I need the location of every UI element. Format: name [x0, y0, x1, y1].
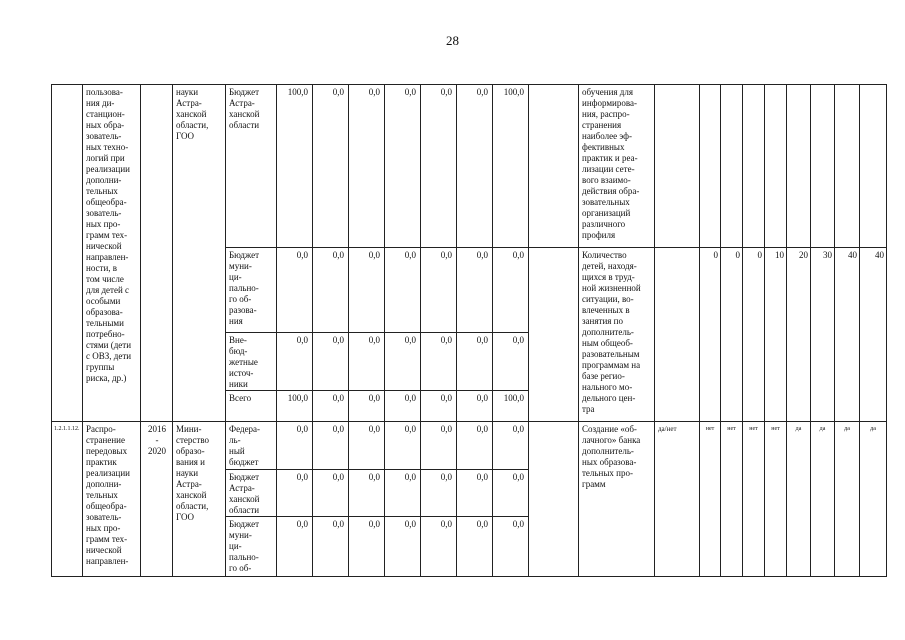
- funding-source: Всего: [226, 391, 277, 422]
- activity-code: 1.2.1.1.12.: [52, 422, 83, 577]
- funding-value: 0,0: [349, 333, 385, 391]
- indicator-value: [835, 85, 860, 248]
- indicator-value: [743, 85, 765, 248]
- funding-value: 0,0: [421, 391, 457, 422]
- funding-source: Бюджет Астра- ханской области: [226, 470, 277, 517]
- program-table: [51, 84, 887, 577]
- indicator-value: 0: [743, 248, 765, 422]
- funding-value: 0,0: [277, 333, 313, 391]
- indicator-value: да: [811, 422, 835, 577]
- funding-source: Бюджет Астра- ханской области: [226, 85, 277, 248]
- indicator-name: Количество детей, находя- щихся в труд- ной жизненной ситуации, во- влеченных в занятия по дополнитель- ным общеоб- разовательным программам на базе регио- нального мо- дельного цен- тра: [579, 248, 655, 422]
- funding-value: 0,0: [313, 470, 349, 517]
- blank-cell: [529, 248, 579, 422]
- funding-value: 0,0: [421, 85, 457, 248]
- indicator-value: [700, 85, 721, 248]
- funding-value: 0,0: [385, 333, 421, 391]
- indicator-value: 10: [765, 248, 787, 422]
- unit-cell: [655, 248, 700, 422]
- funding-value: 0,0: [313, 391, 349, 422]
- blank-cell: [529, 85, 579, 248]
- funding-source: Бюджет муни- ци- пально- го об- разова- ния: [226, 248, 277, 333]
- funding-value: 0,0: [457, 391, 493, 422]
- indicator-name: обучения для информирова- ния, распро- странения наиболее эф- фективных практик и реа- лизации сете- вого взаимо- действия обра- зовательных организаций различного профиля: [579, 85, 655, 248]
- funding-value: 0,0: [493, 333, 529, 391]
- funding-value: 100,0: [277, 391, 313, 422]
- indicator-value: 0: [700, 248, 721, 422]
- funding-value: 0,0: [457, 85, 493, 248]
- unit-cell: [655, 85, 700, 248]
- funding-value: 0,0: [349, 470, 385, 517]
- funding-value: 0,0: [457, 333, 493, 391]
- funding-value: 0,0: [385, 248, 421, 333]
- funding-value: 0,0: [313, 422, 349, 470]
- funding-value: 0,0: [421, 248, 457, 333]
- funding-value: 0,0: [493, 248, 529, 333]
- funding-value: 0,0: [457, 248, 493, 333]
- funding-value: 100,0: [493, 85, 529, 248]
- indicator-value: 20: [787, 248, 811, 422]
- table-row: [52, 85, 887, 248]
- funding-value: 0,0: [277, 248, 313, 333]
- indicator-value: нет: [765, 422, 787, 577]
- funding-value: 0,0: [493, 422, 529, 470]
- funding-value: 0,0: [421, 422, 457, 470]
- indicator-value: [811, 85, 835, 248]
- funding-value: 0,0: [421, 333, 457, 391]
- funding-value: 0,0: [349, 85, 385, 248]
- indicator-value: да: [835, 422, 860, 577]
- indicator-value: нет: [721, 422, 743, 577]
- executor-cell: науки Астра- ханской области, ГОО: [173, 85, 226, 422]
- funding-value: 0,0: [385, 85, 421, 248]
- indicator-value: 0: [721, 248, 743, 422]
- funding-source: Вне- бюд- жетные источ- ники: [226, 333, 277, 391]
- funding-value: 0,0: [277, 422, 313, 470]
- funding-value: 100,0: [277, 85, 313, 248]
- funding-value: 0,0: [277, 470, 313, 517]
- funding-source: Бюджет муни- ци- пально- го об-: [226, 517, 277, 577]
- indicator-value: [860, 85, 887, 248]
- funding-value: 0,0: [493, 517, 529, 577]
- activity-name: пользова- ния ди- станцион- ных обра- зователь- ных техно- логий при реализации дополни- тельных общеобра- зователь- ных про- грамм тех- нической направлен- ности, в том числе для детей с особыми образова- тельными потребно- стями (дети с ОВЗ, дети группы риска, др.): [83, 85, 141, 422]
- funding-value: 0,0: [457, 422, 493, 470]
- funding-value: 0,0: [349, 517, 385, 577]
- funding-value: 0,0: [313, 333, 349, 391]
- blank-cell: [529, 422, 579, 577]
- indicator-value: [787, 85, 811, 248]
- funding-value: 0,0: [385, 422, 421, 470]
- indicator-value: 40: [860, 248, 887, 422]
- funding-value: 0,0: [349, 391, 385, 422]
- indicator-name: Создание «об- лачного» банка дополнитель- ных образова- тельных про- грамм: [579, 422, 655, 577]
- funding-value: 0,0: [457, 517, 493, 577]
- indicator-value: 40: [835, 248, 860, 422]
- funding-source: Федера- ль- ный бюджет: [226, 422, 277, 470]
- funding-value: 0,0: [385, 391, 421, 422]
- period-cell: [141, 85, 173, 422]
- indicator-value: да: [787, 422, 811, 577]
- indicator-value: да: [860, 422, 887, 577]
- funding-value: 0,0: [493, 470, 529, 517]
- indicator-value: [765, 85, 787, 248]
- funding-value: 100,0: [493, 391, 529, 422]
- page-number: 28: [446, 33, 459, 48]
- funding-value: 0,0: [313, 85, 349, 248]
- funding-value: 0,0: [457, 470, 493, 517]
- activity-name: Распро- странение передовых практик реализации дополни- тельных общеобра- зователь- ных про- грамм тех- нической направлен-: [83, 422, 141, 577]
- funding-value: 0,0: [421, 517, 457, 577]
- indicator-value: нет: [743, 422, 765, 577]
- funding-value: 0,0: [385, 470, 421, 517]
- indicator-value: 30: [811, 248, 835, 422]
- unit-cell: да/нет: [655, 422, 700, 577]
- funding-value: 0,0: [385, 517, 421, 577]
- executor-cell: Мини- стерство образо- вания и науки Астра- ханской области, ГОО: [173, 422, 226, 577]
- code-cell: [52, 85, 83, 422]
- table-row: [52, 422, 887, 470]
- indicator-value: нет: [700, 422, 721, 577]
- funding-value: 0,0: [313, 248, 349, 333]
- indicator-value: [721, 85, 743, 248]
- funding-value: 0,0: [277, 517, 313, 577]
- period-cell: 2016 - 2020: [141, 422, 173, 577]
- funding-value: 0,0: [349, 422, 385, 470]
- funding-value: 0,0: [421, 470, 457, 517]
- funding-value: 0,0: [313, 517, 349, 577]
- funding-value: 0,0: [349, 248, 385, 333]
